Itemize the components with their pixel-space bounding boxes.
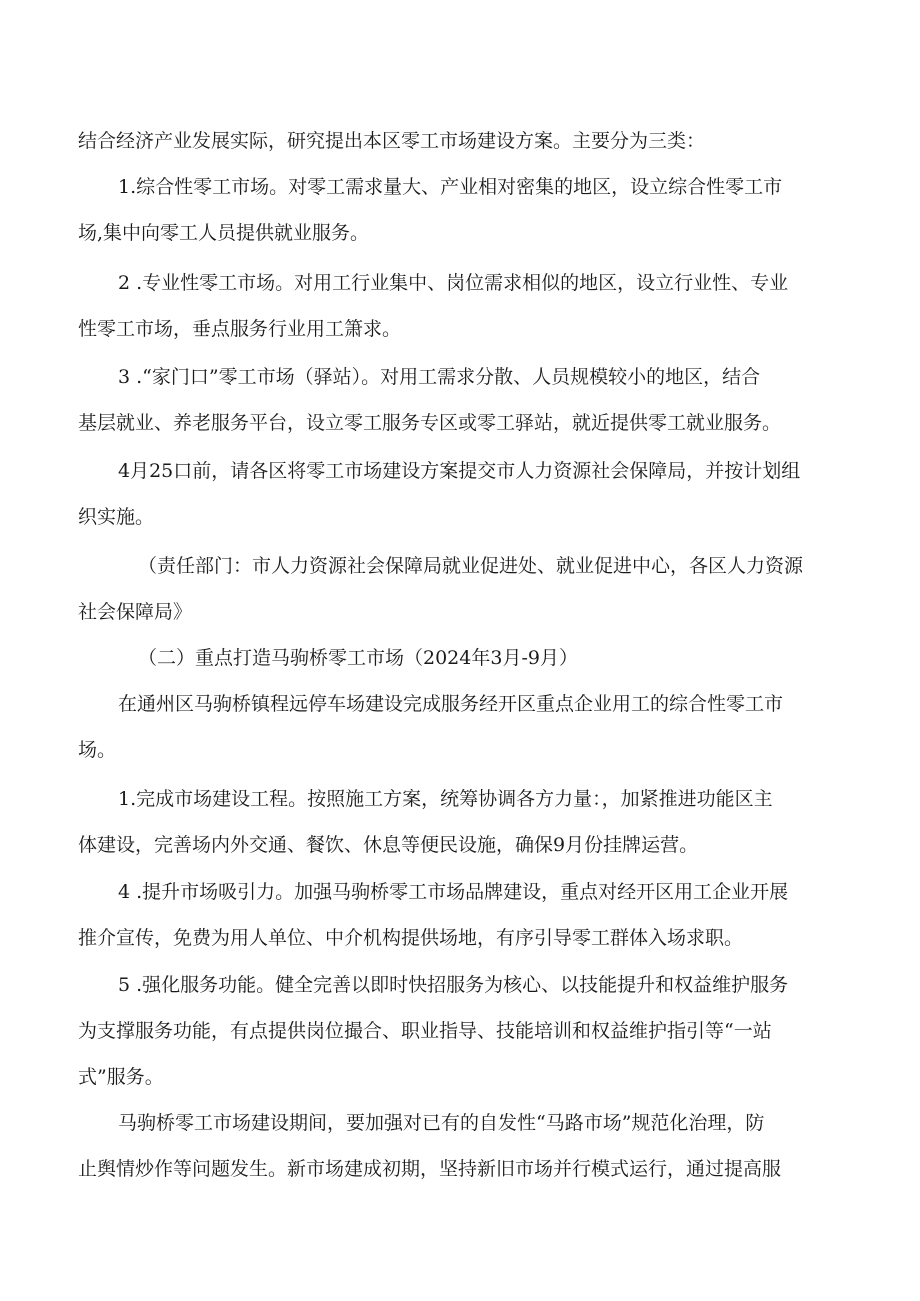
text-line: 1.完成市场建设工程。按照施工方案，统筹协调各方力量：，加紧推进功能区主	[118, 788, 773, 810]
paragraph-attraction	[78, 869, 838, 961]
text-line: 推介宣传，免费为用人单位、中介机构提供场地，有序引导零工群体入场求职。	[78, 927, 744, 949]
text-line: 结合经济产业发展实际，研究提出本区零工市场建设方案。主要分为三类：	[78, 130, 706, 152]
text-line: 基层就业、养老服务平台，设立零工服务专区或零工驿站，就近提供零工就业服务。	[78, 412, 782, 434]
text-line: 2 .专业性零工市场。对用工行业集中、岗位需求相似的地区，设立行业性、专业	[118, 272, 789, 294]
section-heading-majuqiao	[78, 635, 838, 681]
text-line: （二）重点打造马驹桥零工市场（2024年3月-9月）	[138, 647, 578, 669]
paragraph-item-3-doorstep	[78, 354, 838, 446]
text-line: 5 .强化服务功能。健全完善以即时快招服务为核心、以技能提升和权益维护服务	[118, 974, 789, 996]
text-line: 4月25口前，请各区将零工市场建设方案提交市人力资源社会保障局，并按计划组	[118, 460, 801, 482]
text-line: 场。	[78, 739, 117, 761]
paragraph-construction	[78, 776, 838, 868]
text-line: 4 .提升市场吸引力。加强马驹桥零工市场品牌建设，重点对经开区用工企业开展	[118, 881, 789, 903]
text-line: 体建设，完善场内外交通、餐饮、休息等便民设施，确保9月份挂牌运营。	[78, 834, 699, 856]
paragraph-responsible-dept	[78, 543, 838, 635]
text-line: 在通州区马驹桥镇程远停车场建设完成服务经开区重点企业用工的综合性零工市	[118, 693, 784, 715]
paragraph-intro	[78, 118, 838, 164]
text-line: 性零工市场，垂点服务行业用工箫求。	[78, 318, 402, 340]
paragraph-item-1-comprehensive	[78, 164, 838, 256]
text-line: （责任部门：市人力资源社会保障局就业促进处、就业促进中心，各区人力资源	[138, 555, 804, 577]
text-line: 场,集中向零工人员提供就业服务。	[78, 222, 370, 244]
paragraph-service-functions	[78, 962, 838, 1100]
text-line: 3 .“家门口”零工市场（驿站）。对用工需求分散、人员规模较小的地区，结合	[118, 366, 761, 388]
text-line: 为支撑服务功能，有点提供岗位撮合、职业指导、技能培训和权益维护指引等“一站	[78, 1020, 772, 1042]
paragraph-governance	[78, 1100, 838, 1192]
text-line: 1.综合性零工市场。对零工需求量大、产业相对密集的地区，设立综合性零工市	[118, 176, 783, 198]
paragraph-item-2-professional	[78, 260, 838, 352]
paragraph-deadline	[78, 448, 838, 540]
text-line: 止舆情炒作等问题发生。新市场建成初期，坚持新旧市场并行模式运行，通过提高服	[78, 1158, 782, 1180]
paragraph-majuqiao-intro	[78, 681, 838, 773]
text-line: 马驹桥零工市场建设期间，要加强对已有的自发性“马路市场”规范化治理，防	[118, 1112, 765, 1134]
text-line: 式”服务。	[78, 1066, 164, 1088]
text-line: 织实施。	[78, 506, 155, 528]
text-line: 社会保障局》	[78, 601, 193, 623]
